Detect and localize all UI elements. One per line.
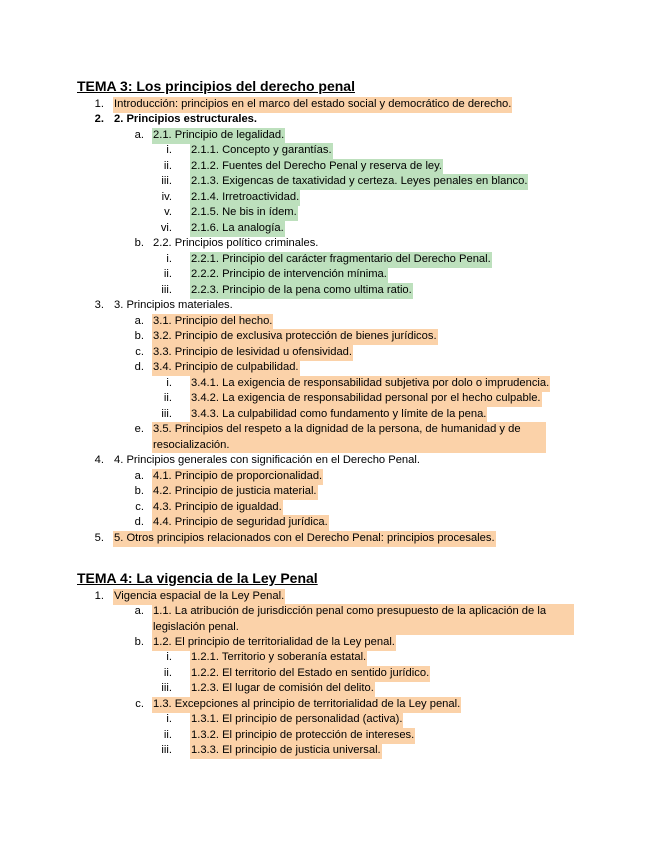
outline-marker: b. xyxy=(134,636,144,648)
outline-item xyxy=(0,205,655,221)
outline-marker: ii. xyxy=(163,160,172,172)
outline-item-text: 5. Otros principios relacionados con el Derecho Penal: principios procesales. xyxy=(113,531,496,547)
outline-item xyxy=(0,283,655,299)
outline-item xyxy=(0,515,655,531)
outline-marker: i. xyxy=(166,253,172,265)
outline-item xyxy=(0,453,655,469)
outline-item xyxy=(0,469,655,485)
outline-item-text: Introducción: principios en el marco del estado social y democrático de derecho. xyxy=(113,97,512,113)
outline-item-text: 4. Principios generales con significación en el Derecho Penal. xyxy=(114,454,420,466)
outline-item xyxy=(0,635,655,651)
outline-marker: i. xyxy=(166,144,172,156)
outline-marker: ii. xyxy=(163,268,172,280)
outline-marker: ii. xyxy=(163,729,172,741)
outline-item xyxy=(0,159,655,175)
tema3-title: TEMA 3: Los principios del derecho penal xyxy=(77,78,355,94)
outline-item xyxy=(0,112,655,128)
outline-item xyxy=(0,743,655,759)
outline-item xyxy=(0,589,655,605)
outline-marker: iii. xyxy=(161,175,172,187)
outline-item xyxy=(0,666,655,682)
tema4-title: TEMA 4: La vigencia de la Ley Penal xyxy=(77,570,318,586)
outline-item xyxy=(0,531,655,547)
outline-marker: ii. xyxy=(163,667,172,679)
outline-item-text: 1.3.3. El principio de justicia universal. xyxy=(190,743,382,759)
outline-marker: c. xyxy=(135,698,144,710)
outline-item-text: 1.2.3. El lugar de comisión del delito. xyxy=(190,681,375,697)
outline-item-text: 3.5. Principios del respeto a la dignidad de la persona, de humanidad y de resocialización. xyxy=(152,422,546,453)
outline-marker: i. xyxy=(166,713,172,725)
outline-marker: iii. xyxy=(161,682,172,694)
outline-item xyxy=(0,391,655,407)
outline-item-text: 2.1.1. Concepto y garantías. xyxy=(190,143,333,159)
outline-item-text: 2.2.1. Principio del carácter fragmentario del Derecho Penal. xyxy=(190,252,492,268)
outline-item-text: 1.3. Excepciones al principio de territorialidad de la Ley penal. xyxy=(152,697,461,713)
outline-marker: b. xyxy=(134,330,144,342)
outline-item-text: 4.1. Principio de proporcionalidad. xyxy=(152,469,323,485)
outline-marker: iii. xyxy=(161,408,172,420)
outline-item xyxy=(0,728,655,744)
outline-item xyxy=(0,650,655,666)
outline-item-text: 3. Principios materiales. xyxy=(114,299,233,311)
outline-marker: a. xyxy=(134,470,144,482)
outline-item-text: 1.3.2. El principio de protección de intereses. xyxy=(190,728,415,744)
outline-item-text: 1.2. El principio de territorialidad de la Ley penal. xyxy=(152,635,396,651)
outline-item-text: 2.2.3. Principio de la pena como ultima ratio. xyxy=(190,283,413,299)
outline-item-text: 3.1. Principio del hecho. xyxy=(152,314,273,330)
outline-marker: iv. xyxy=(161,191,172,203)
outline-item xyxy=(0,143,655,159)
outline-marker: vi. xyxy=(160,222,172,234)
outline-marker: iii. xyxy=(161,284,172,296)
outline-item-text: 2.2.2. Principio de intervención mínima. xyxy=(190,267,388,283)
outline-item-text: 4.2. Principio de justicia material. xyxy=(152,484,318,500)
outline-item xyxy=(0,252,655,268)
outline-item-text: 1.3.1. El principio de personalidad (activa). xyxy=(190,712,403,728)
outline-marker: 1. xyxy=(94,98,104,110)
outline-item-text: 3.4.1. La exigencia de responsabilidad subjetiva por dolo o imprudencia. xyxy=(190,376,550,392)
outline-item-text: 2.1.5. Ne bis in ídem. xyxy=(190,205,298,221)
outline-marker: i. xyxy=(166,651,172,663)
outline-marker: iii. xyxy=(161,744,172,756)
outline-item xyxy=(0,500,655,516)
outline-item-text: 1.1. La atribución de jurisdicción penal como presupuesto de la aplicación de la legislación penal. xyxy=(152,604,574,635)
outline-item-text: 4.3. Principio de igualdad. xyxy=(152,500,283,516)
outline-item xyxy=(0,190,655,206)
outline-item xyxy=(0,712,655,728)
outline-item xyxy=(0,360,655,376)
outline-item-text: 2.1.2. Fuentes del Derecho Penal y reserva de ley. xyxy=(190,159,443,175)
outline-item-text: 1.2.1. Territorio y soberanía estatal. xyxy=(190,650,367,666)
outline-item xyxy=(0,407,655,423)
outline-marker: 3. xyxy=(94,299,104,311)
outline-item xyxy=(0,681,655,697)
outline-marker: v. xyxy=(164,206,172,218)
outline-item-text: 1.2.2. El territorio del Estado en sentido jurídico. xyxy=(190,666,430,682)
outline-item xyxy=(0,97,655,113)
outline-marker: ii. xyxy=(163,392,172,404)
outline-marker: 2. xyxy=(94,113,104,125)
outline-marker: c. xyxy=(135,346,144,358)
outline-item-text: 2.1.4. Irretroactividad. xyxy=(190,190,300,206)
outline-item-text: 3.3. Principio de lesividad u ofensividad. xyxy=(152,345,353,361)
outline-marker: b. xyxy=(134,485,144,497)
outline-item-text: 3.2. Principio de exclusiva protección de bienes jurídicos. xyxy=(152,329,438,345)
outline-item xyxy=(0,267,655,283)
outline-item-text: 2. Principios estructurales. xyxy=(114,113,258,125)
outline-item-text: 2.2. Principios político criminales. xyxy=(153,237,319,249)
outline-item xyxy=(0,329,655,345)
outline-marker: 1. xyxy=(94,590,104,602)
outline-marker: i. xyxy=(166,377,172,389)
outline-item xyxy=(0,422,655,453)
outline-marker: e. xyxy=(134,423,144,435)
outline-item xyxy=(0,376,655,392)
outline-marker: a. xyxy=(134,129,144,141)
outline-item-text: 4.4. Principio de seguridad jurídica. xyxy=(152,515,329,531)
outline-item xyxy=(0,221,655,237)
outline-marker: d. xyxy=(134,361,144,373)
outline-marker: c. xyxy=(135,501,144,513)
outline-marker: a. xyxy=(134,315,144,327)
outline-item xyxy=(0,236,655,252)
outline-item xyxy=(0,298,655,314)
outline-item-text: 2.1.3. Exigencas de taxatividad y certeza. Leyes penales en blanco. xyxy=(190,174,528,190)
outline-marker: a. xyxy=(134,605,144,617)
outline-item xyxy=(0,128,655,144)
outline-item xyxy=(0,345,655,361)
outline-item-text: 3.4.3. La culpabilidad como fundamento y límite de la pena. xyxy=(190,407,487,423)
outline-item-text: Vigencia espacial de la Ley Penal. xyxy=(113,589,285,605)
outline-marker: 4. xyxy=(94,454,104,466)
outline-item-text: 3.4.2. La exigencia de responsabilidad personal por el hecho culpable. xyxy=(190,391,542,407)
outline-item xyxy=(0,174,655,190)
outline-item xyxy=(0,604,655,635)
outline-marker: 5. xyxy=(94,532,104,544)
outline-item xyxy=(0,314,655,330)
outline-item-text: 2.1. Principio de legalidad. xyxy=(152,128,285,144)
outline-marker: b. xyxy=(134,237,144,249)
outline-item-text: 3.4. Principio de culpabilidad. xyxy=(152,360,300,376)
outline-item xyxy=(0,484,655,500)
outline-marker: d. xyxy=(134,516,144,528)
outline-item-text: 2.1.6. La analogía. xyxy=(190,221,285,237)
outline-item xyxy=(0,697,655,713)
